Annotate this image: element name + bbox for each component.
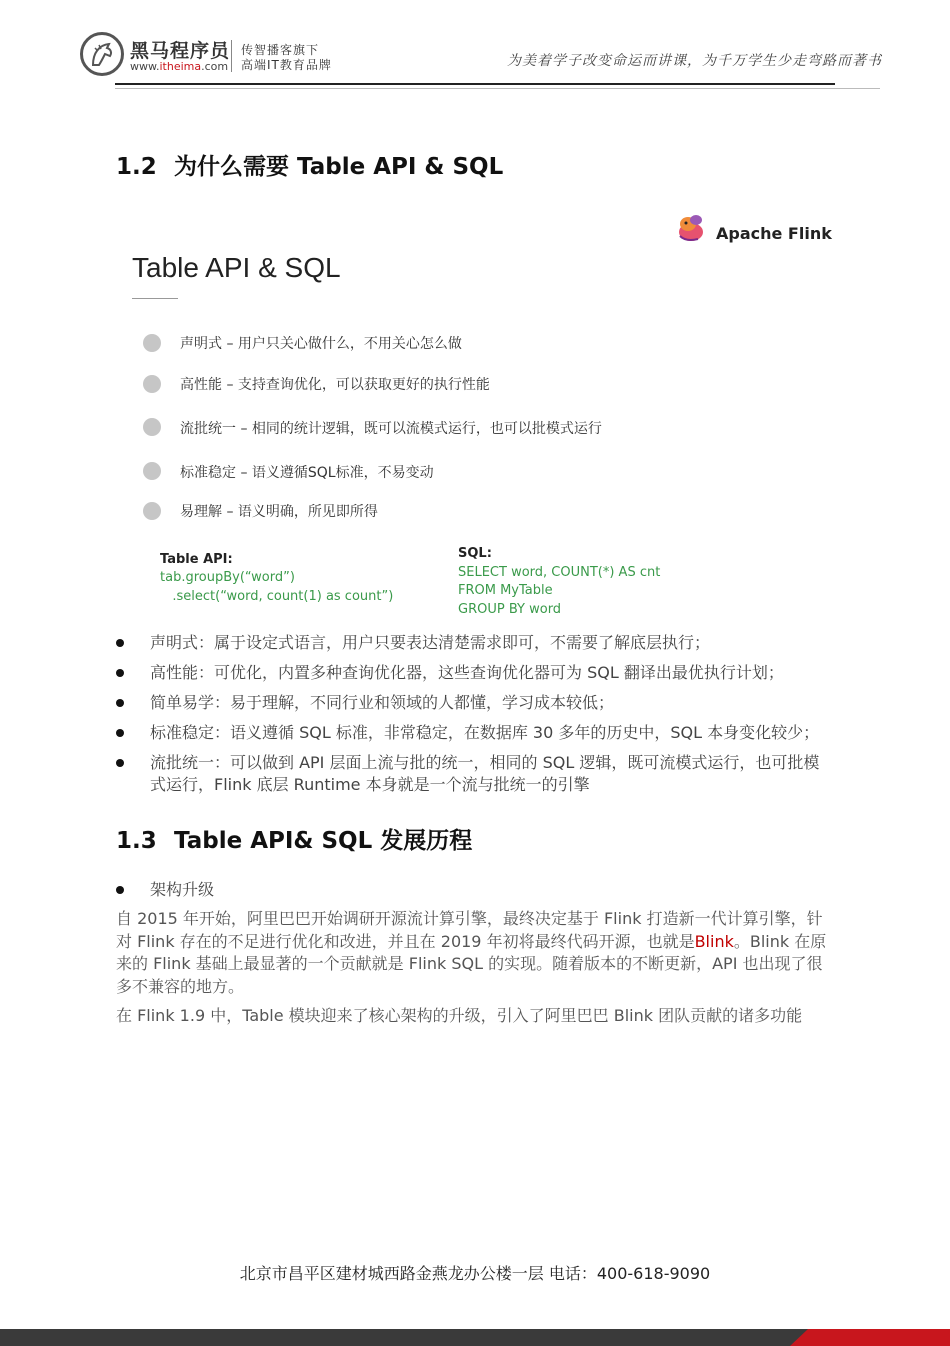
bullet-text: 声明式：属于设定式语言，用户只要表达清楚需求即可，不需要了解底层执行； [150, 633, 711, 652]
bullet-text: 流批统一：可以做到 API 层面上流与批的统一，相同的 SQL 逻辑，既可流模式运行，也可批模式运行，Flink 底层 Runtime 本身就是一个流与批统一的引擎 [150, 753, 820, 794]
bullet-dot [116, 639, 124, 647]
sql-code-line: FROM MyTable [458, 583, 553, 598]
header-rule [115, 83, 835, 85]
slide-bullet-text: 流批统一 – 相同的统计逻辑，既可以流模式运行，也可以批模式运行 [180, 421, 602, 437]
header-slogan: 为美着学子改变命运而讲课，为千万学生少走弯路而著书 [507, 53, 882, 69]
header-rule-thin [115, 88, 880, 89]
bullet-dot [116, 886, 124, 894]
horse-logo-icon [87, 39, 117, 69]
bullet-dot [116, 729, 124, 737]
brand-url: www.itheima.com [130, 60, 229, 73]
slide-bullet-text: 易理解 – 语义明确，所见即所得 [180, 504, 378, 520]
table-api-code-line: .select(“word, count(1) as count”) [160, 589, 394, 604]
sql-code-line: SELECT word, COUNT(*) AS cnt [458, 565, 661, 580]
brand-tagline-2: 高端IT教育品牌 [241, 58, 332, 72]
slide-bullet-text: 高性能 – 支持查询优化，可以获取更好的执行性能 [180, 377, 490, 393]
bullet-dot [116, 669, 124, 677]
footer-address: 北京市昌平区建材城西路金燕龙办公楼一层 电话：400-618-9090 [239, 1264, 711, 1283]
slide-bullet-dot [143, 334, 161, 352]
bullet-text: 简单易学：易于理解，不同行业和领域的人都懂，学习成本较低； [150, 693, 615, 712]
brand-logo [80, 32, 124, 76]
footer-accent [790, 1329, 950, 1346]
sql-code-line: GROUP BY word [458, 602, 562, 617]
slide-bullet-text: 声明式 – 用户只关心做什么，不用关心怎么做 [180, 336, 462, 352]
slide-title: Table API & SQL [132, 252, 341, 283]
bullet-text: 架构升级 [150, 880, 215, 899]
table-api-code-line: tab.groupBy(“word”) [160, 570, 295, 585]
bullet-text: 标准稳定：语义遵循 SQL 标准，非常稳定，在数据库 30 多年的历史中，SQL 本身变化较少； [150, 723, 820, 742]
sql-label: SQL: [458, 546, 492, 561]
paragraph: 在 Flink 1.9 中，Table 模块迎来了核心架构的升级，引入了阿里巴巴 Blink 团队贡献的诸多功能 [116, 1006, 803, 1025]
slide-bullet-dot [143, 502, 161, 520]
slide-bullet-text: 标准稳定 – 语义遵循SQL标准，不易变动 [180, 465, 434, 481]
table-api-label: Table API: [160, 552, 233, 567]
slide-bullet-dot [143, 462, 161, 480]
slide-bullet-dot [143, 375, 161, 393]
section-heading-1-2: 1.2 为什么需要 Table API & SQL [116, 154, 504, 180]
brand-divider [231, 40, 232, 72]
brand-tagline-1: 传智播客旗下 [241, 43, 320, 57]
slide-bullet-dot [143, 418, 161, 436]
blink-highlight: Blink [694, 931, 734, 951]
bullet-dot [116, 699, 124, 707]
bullet-dot [116, 759, 124, 767]
bullet-text: 高性能：可优化，内置多种查询优化器，这些查询优化器可为 SQL 翻译出最优执行计划； [150, 663, 784, 682]
apache-flink-squirrel-icon [676, 212, 708, 244]
section-heading-1-3: 1.3 Table API& SQL 发展历程 [116, 828, 473, 854]
paragraph: 自 2015 年开始，阿里巴巴开始调研开源流计算引擎，最终决定基于 Flink 打造新一代计算引擎，针对 Flink 存在的不足进行优化和改进，并且在 2019 年初将最终代码开源，也就是Blink。Blink 在原来的 Flink 基础上最显著的一个贡献就是 Flink SQL 的实现。随着版本的不断更新，API 也出现了很多不兼容的地方。 [116, 909, 827, 996]
brand-name: 黑马程序员 [130, 40, 231, 62]
slide-title-underline [132, 298, 178, 299]
flink-logo-text: Apache Flink [716, 224, 832, 243]
